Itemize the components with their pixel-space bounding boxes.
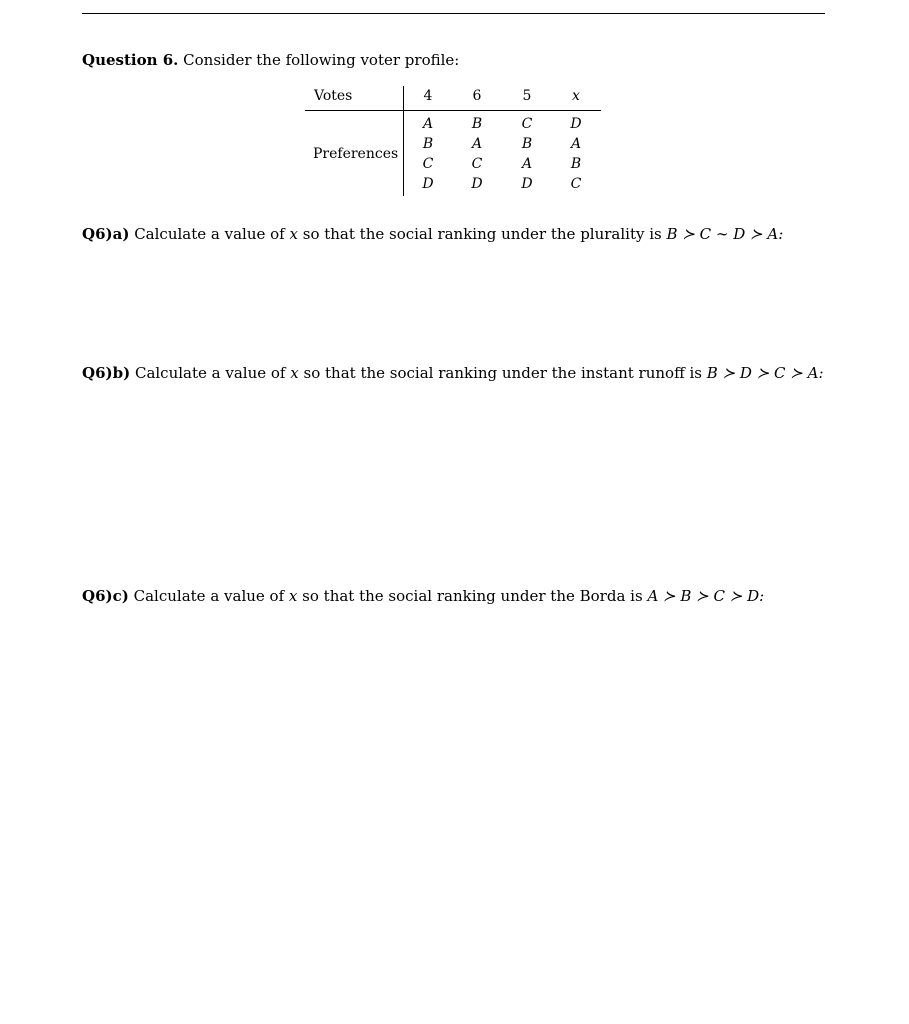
question-6a xyxy=(82,225,783,243)
votes-label: Votes xyxy=(314,88,353,104)
votes-cell: x xyxy=(572,88,580,104)
pref-cell: B xyxy=(521,136,533,152)
question-6c-ranking: A ≻ B ≻ C ≻ D: xyxy=(647,587,765,605)
preferences-label: Preferences xyxy=(313,146,399,162)
pref-cell: A xyxy=(422,116,434,132)
question-6b-var: x xyxy=(290,364,299,382)
pref-cell: D xyxy=(570,116,582,132)
table-column-rule xyxy=(403,86,404,196)
question-6a-text-after: so that the social ranking under the plurality is xyxy=(302,225,662,243)
pref-cell: B xyxy=(570,156,582,172)
question-6a-text-before: Calculate a value of xyxy=(134,225,285,243)
question-6a-var: x xyxy=(289,225,298,243)
question-6b-text-before: Calculate a value of xyxy=(134,364,286,382)
question-6c-label: Q6)c) xyxy=(82,587,129,605)
pref-cell: A xyxy=(570,136,582,152)
question-label: Question 6. xyxy=(82,51,179,69)
question-6c-text-before: Calculate a value of xyxy=(133,587,285,605)
question-heading xyxy=(82,51,459,69)
question-6b-ranking: B ≻ D ≻ C ≻ A: xyxy=(706,364,824,382)
question-text: Consider the following voter profile: xyxy=(183,51,460,69)
question-6c xyxy=(82,587,764,605)
question-6b xyxy=(82,364,824,382)
top-rule xyxy=(82,13,825,14)
pref-cell: C xyxy=(422,156,434,172)
pref-cell: A xyxy=(471,136,483,152)
votes-cell: 4 xyxy=(423,88,433,104)
question-6a-label: Q6)a) xyxy=(82,225,130,243)
question-6b-label: Q6)b) xyxy=(82,364,131,382)
pref-cell: C xyxy=(471,156,483,172)
pref-cell: C xyxy=(521,116,533,132)
votes-cell: 5 xyxy=(522,88,532,104)
pref-cell: B xyxy=(471,116,483,132)
pref-cell: A xyxy=(521,156,533,172)
pref-cell: B xyxy=(422,136,434,152)
pref-cell: C xyxy=(570,176,582,192)
pref-cell: D xyxy=(521,176,533,192)
votes-cell: 6 xyxy=(472,88,482,104)
question-6a-ranking: B ≻ C ∼ D ≻ A: xyxy=(666,225,784,243)
question-6c-var: x xyxy=(288,587,298,605)
question-6c-text-after: so that the social ranking under the Borda is xyxy=(302,587,643,605)
pref-cell: D xyxy=(471,176,483,192)
question-6b-text-after: so that the social ranking under the instant runoff is xyxy=(303,364,702,382)
table-header-rule xyxy=(305,110,601,111)
pref-cell: D xyxy=(422,176,434,192)
voter-profile-table xyxy=(305,86,601,198)
